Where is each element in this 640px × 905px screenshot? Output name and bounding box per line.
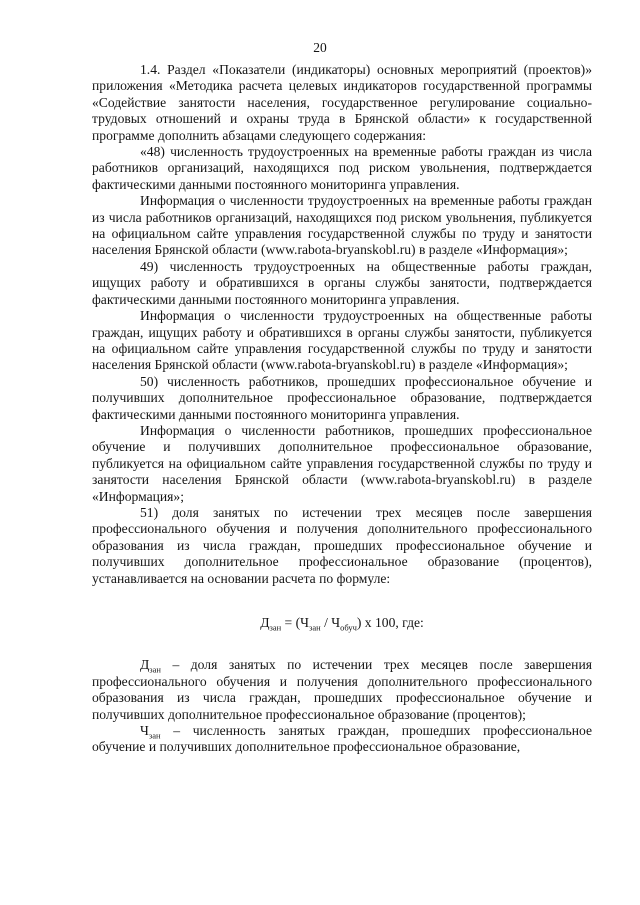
document-body (92, 62, 592, 756)
paragraph-info-48: Информация о численности трудоустроенных на временные работы граждан из числа работников организаций, находящихся под риском увольнения, публикуется на официальном сайте управления государственной службы по труду и занятости населения Брянской области (www.rabota-bryanskobl.ru) в разделе «Информация»; (92, 193, 592, 258)
formula-lhs-subscript: зан (269, 622, 282, 633)
paragraph-item-49: 49) численность трудоустроенных на общественные работы граждан, ищущих работу и обратившихся в органы службы занятости, подтверждается фактическими данными постоянного мониторинга управления. (92, 258, 592, 307)
formula-slash: / Ч (320, 615, 341, 630)
definition-text: – доля занятых по истечении трех месяцев после завершения профессионального обучения и получения дополнительного профессионального образования из числа граждан, прошедших профессиональное обучение и получивших дополнительное профессиональное образование (процентов); (92, 657, 592, 722)
definition-symbol: Ч (140, 723, 149, 739)
paragraph-info-49: Информация о численности трудоустроенных на общественные работы граждан, ищущих работу и обратившихся в органы службы занятости, публикуется на официальном сайте управления государственной службы по труду и занятости населения Брянской области (www.rabota-bryanskobl.ru) в разделе «Информация»; (92, 308, 592, 373)
formula-tail: ) х 100, где: (356, 615, 424, 630)
definition-text: – численность занятых граждан, прошедших профессиональное обучение и получивших дополнительное профессиональное образование, (92, 723, 592, 755)
paragraph-item-51: 51) доля занятых по истечении трех месяцев после завершения профессионального обучения и получения дополнительного профессионального образования из числа граждан, прошедших профессиональное обучение и получивших дополнительное профессиональное образование (процентов), устанавливается на основании расчета по формуле: (92, 504, 592, 586)
definition-symbol: Д (140, 657, 150, 673)
page-number: 20 (313, 40, 327, 55)
paragraph-info-50: Информация о численности работников, прошедших профессиональное обучение и получивших дополнительное профессиональное образование, публикуется на официальном сайте управления государственной службы по труду и занятости населения Брянской области (www.rabota-bryanskobl.ru) в разделе «Информация»; (92, 422, 592, 504)
definition-ch-zan (92, 723, 592, 756)
paragraph-item-48: «48) численность трудоустроенных на временные работы граждан из числа работников организаций, находящихся под риском увольнения, подтверждается фактическими данными постоянного мониторинга управления. (92, 144, 592, 192)
definition-subscript: зан (149, 665, 161, 676)
paragraph-section-1-4: 1.4. Раздел «Показатели (индикаторы) основных мероприятий (проектов)» приложения «Методика расчета целевых индикаторов государственной программы «Содействие занятости населения, государственное регулирование социально-трудовых отношений и охраны труда в Брянской области» к государственной программе дополнить абзацами следующего содержания: (92, 62, 592, 143)
formula-equals-open: = (Ч (281, 615, 309, 630)
formula (92, 615, 592, 631)
formula-lhs: Д (260, 615, 270, 630)
definition-d-zan (92, 657, 592, 723)
paragraph-item-50: 50) численность работников, прошедших профессиональное обучение и получивших дополнительное профессиональное образование, подтверждается фактическими данными постоянного мониторинга управления. (92, 373, 592, 422)
definition-subscript: зан (148, 730, 161, 741)
formula-denominator-subscript: обуч (340, 622, 357, 633)
formula-numerator-subscript: зан (308, 622, 321, 633)
